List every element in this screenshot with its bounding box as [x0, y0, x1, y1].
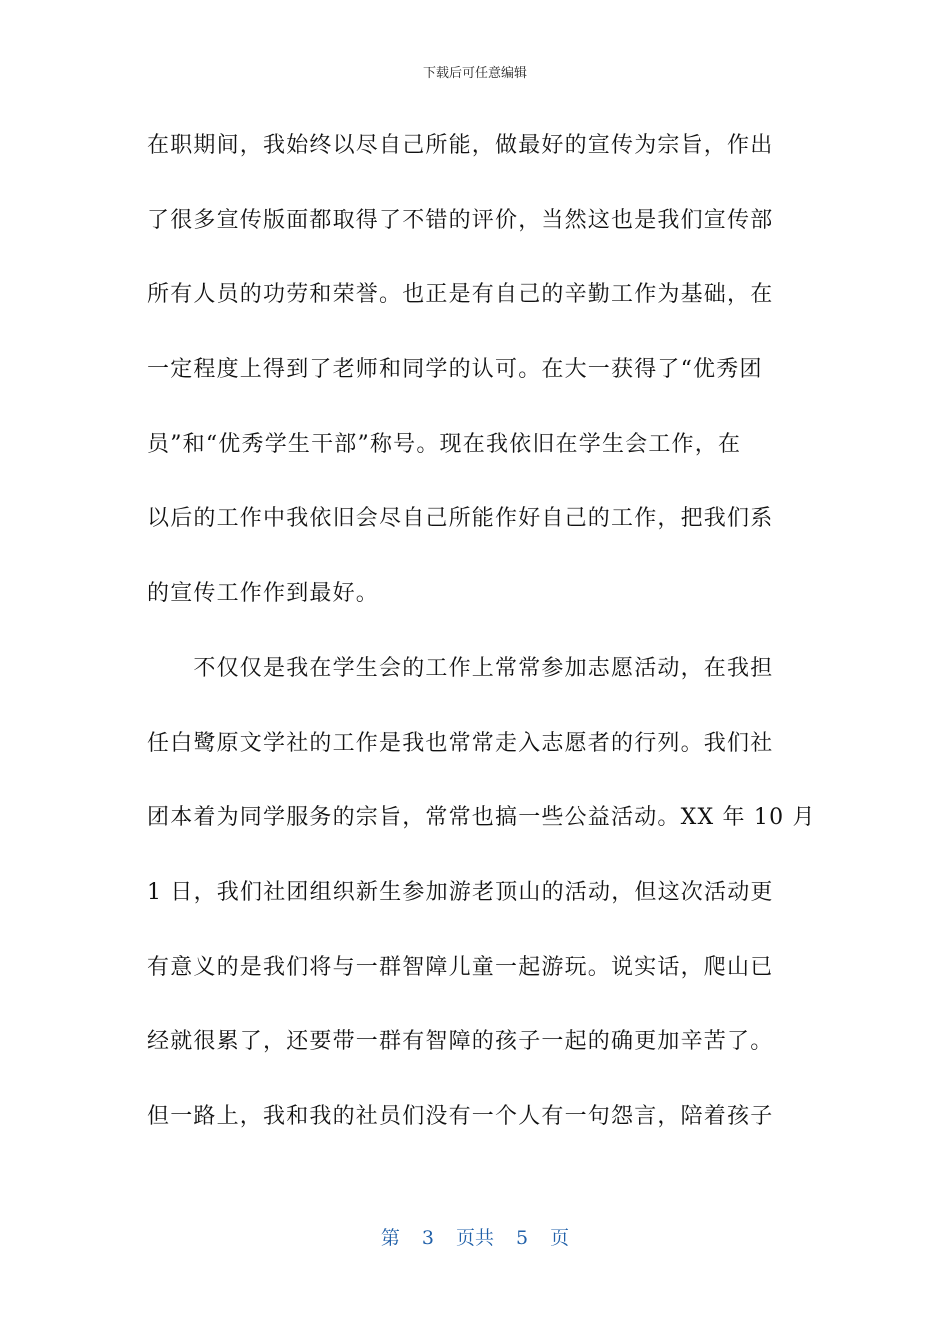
text-line: 的宣传工作作到最好。: [147, 581, 380, 607]
page-footer: [0, 1226, 950, 1250]
total-page-number: 5: [516, 1227, 529, 1249]
page-label-suffix: 页: [550, 1227, 570, 1249]
text-line: 经就很累了，还要带一群有智障的孩子一起的确更加辛苦了。: [147, 1029, 774, 1055]
page-label-middle: 页共: [455, 1227, 494, 1249]
document-body: [147, 124, 816, 1170]
text-line: 团本着为同学服务的宗旨，常常也搞一些公益活动。XX 年 10 月: [147, 805, 816, 831]
page-label-prefix: 第: [380, 1227, 400, 1249]
text-line: 了很多宣传版面都取得了不错的评价，当然这也是我们宣传部: [147, 207, 774, 233]
page-header: 下载后可任意编辑: [422, 66, 527, 81]
text-line: 任白鹭原文学社的工作是我也常常走入志愿者的行列。我们社: [147, 730, 774, 756]
text-line: 但一路上，我和我的社员们没有一个人有一句怨言，陪着孩子: [147, 1103, 774, 1129]
current-page-number: 3: [421, 1227, 434, 1249]
text-line: 有意义的是我们将与一群智障儿童一起游玩。说实话，爬山已: [147, 954, 774, 980]
text-line: 不仅仅是我在学生会的工作上常常参加志愿活动，在我担: [147, 655, 774, 681]
text-line: 以后的工作中我依旧会尽自己所能作好自己的工作，把我们系: [147, 506, 774, 532]
text-line: 一定程度上得到了老师和同学的认可。在大一获得了“优秀团: [147, 357, 763, 383]
text-line: 在职期间，我始终以尽自己所能，做最好的宣传为宗旨，作出: [147, 133, 774, 158]
text-line: 所有人员的功劳和荣誉。也正是有自己的辛勤工作为基础，在: [147, 282, 774, 308]
text-line: 1 日，我们社团组织新生参加游老顶山的活动，但这次活动更: [147, 879, 774, 905]
text-line: 员”和“优秀学生干部”称号。现在我依旧在学生会工作，在: [147, 431, 742, 457]
